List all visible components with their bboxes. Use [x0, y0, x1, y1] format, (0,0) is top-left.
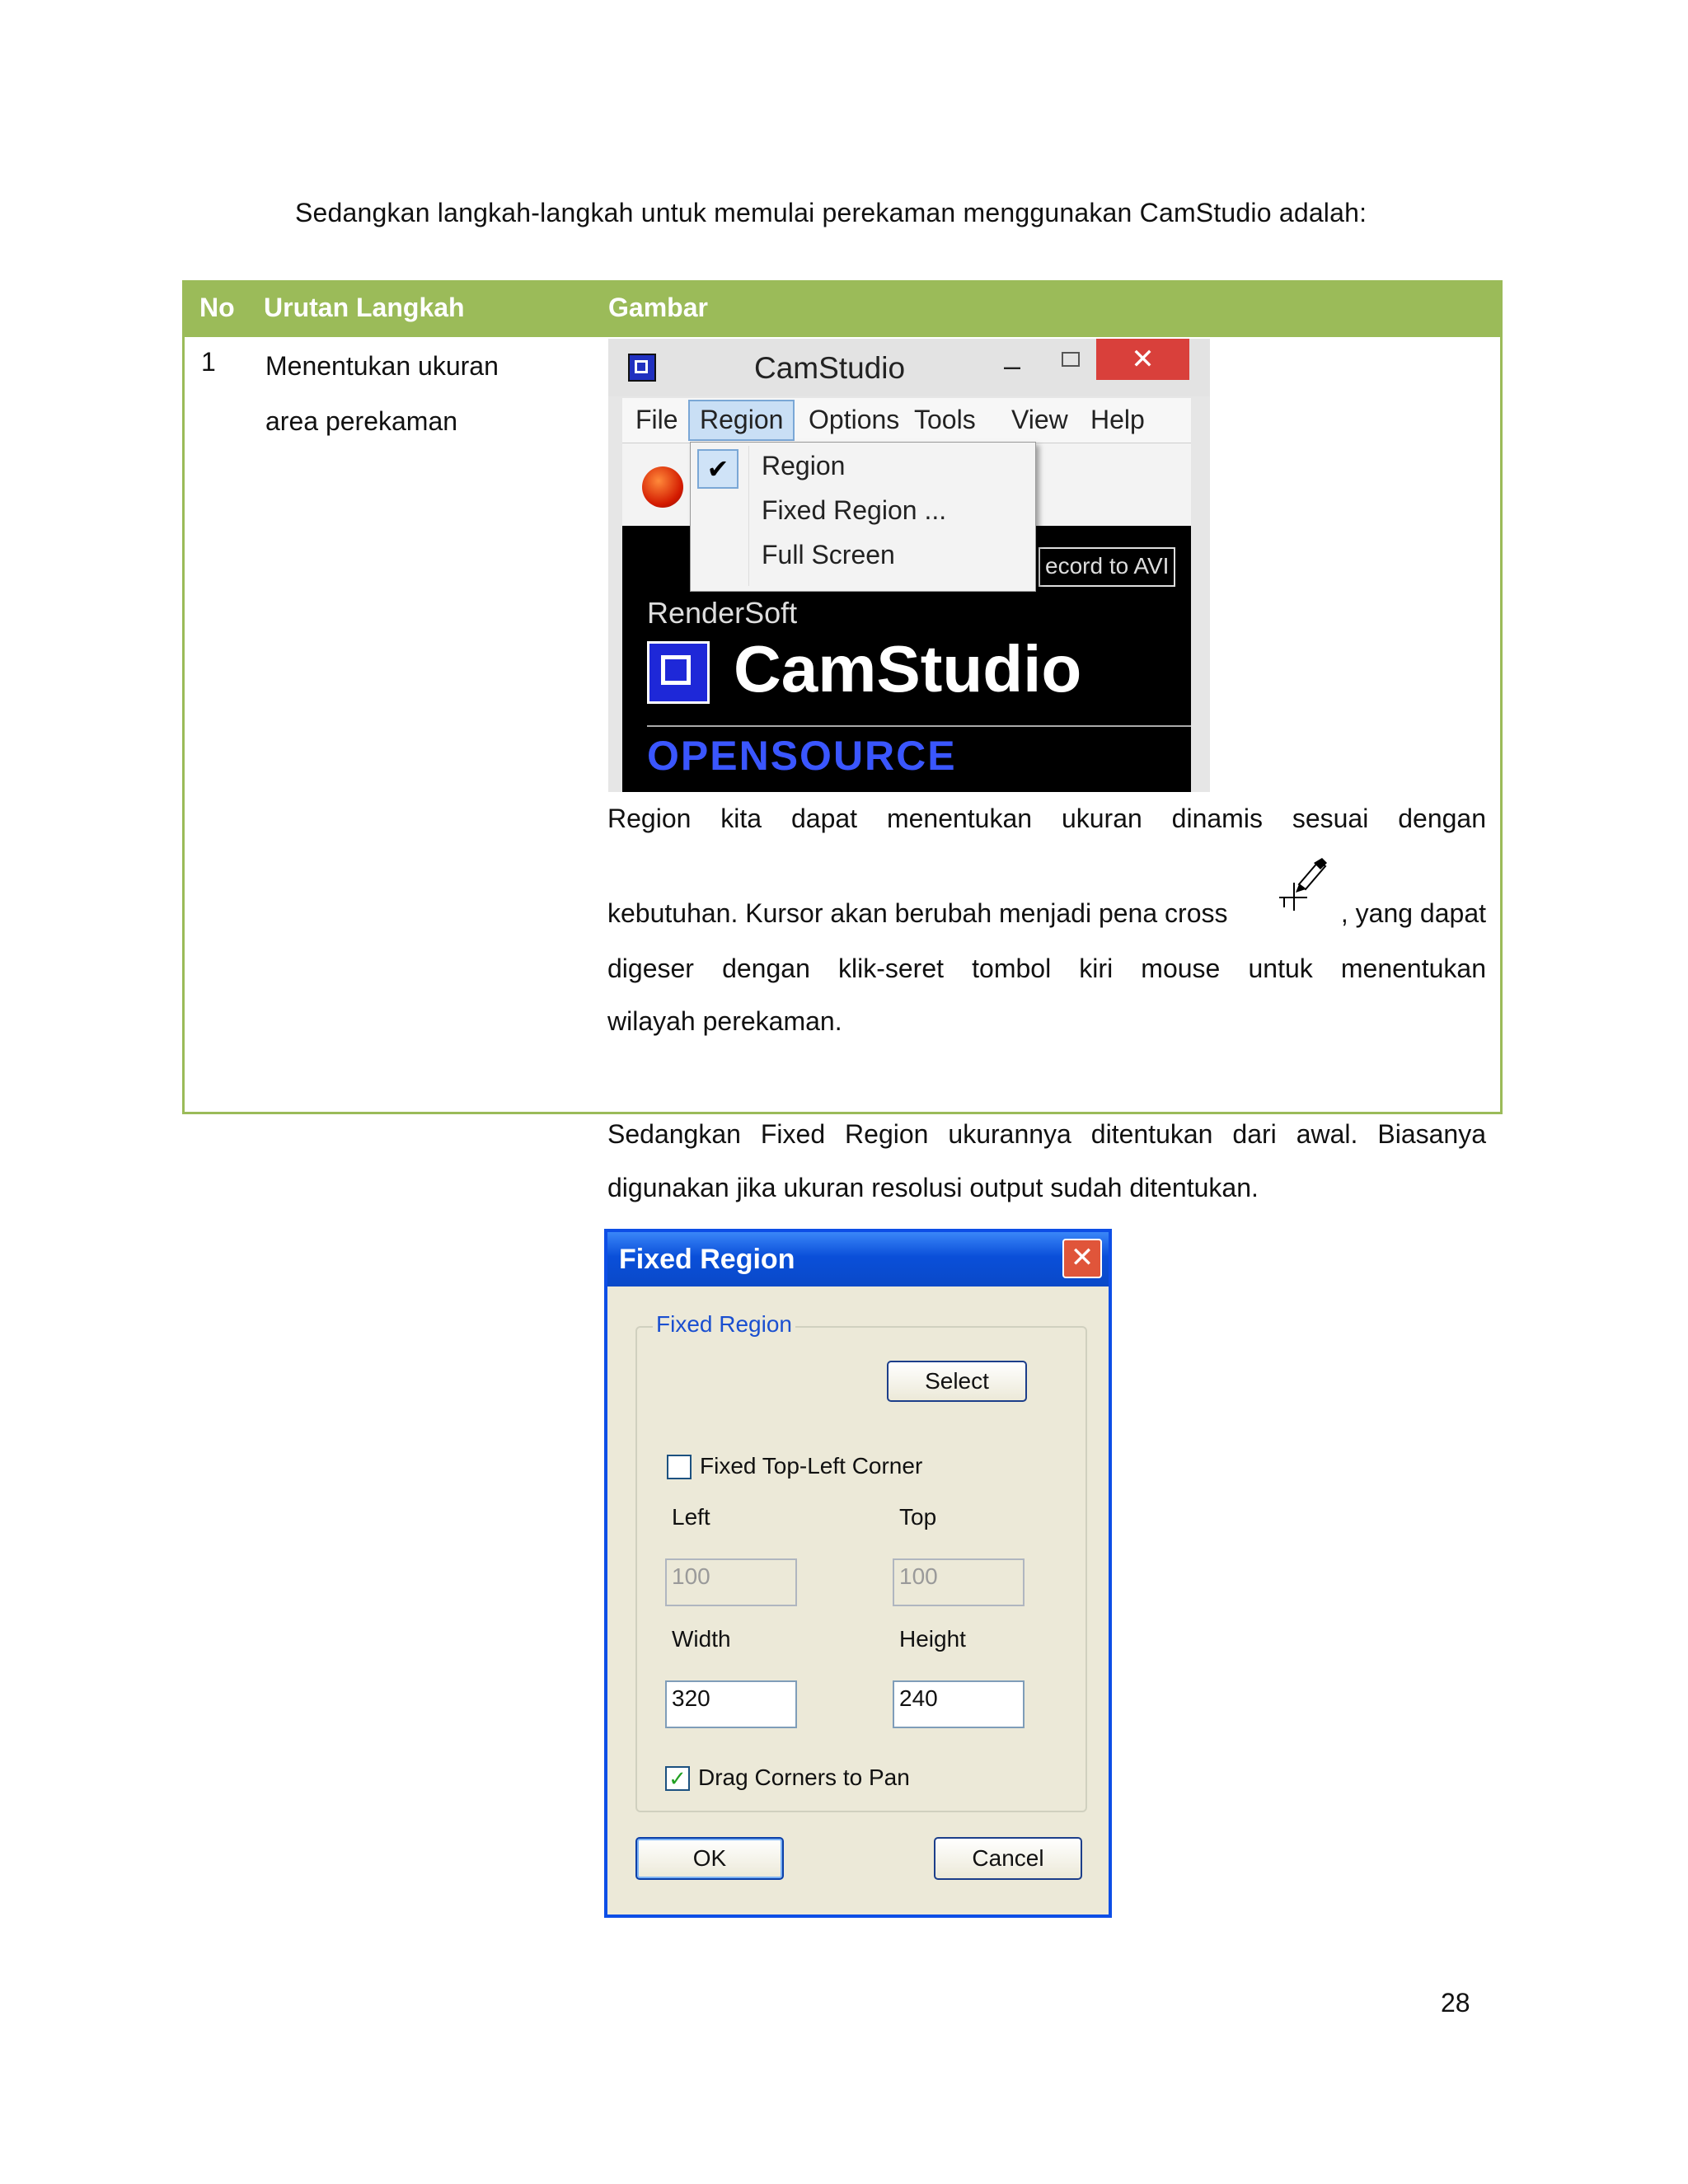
fixed-region-dialog: [604, 1229, 1112, 1918]
camstudio-logo-icon: [647, 641, 710, 704]
header-no: No: [199, 293, 235, 322]
brand-camstudio: CamStudio: [734, 632, 1082, 705]
left-input[interactable]: 100: [665, 1558, 797, 1606]
drag-corners-label: Drag Corners to Pan: [698, 1765, 910, 1790]
row-number: 1: [201, 347, 216, 377]
header-image: Gambar: [608, 293, 708, 322]
drag-corners-checkbox[interactable]: ✓: [665, 1766, 690, 1791]
dropdown-item-fixed-region[interactable]: Fixed Region ...: [762, 495, 947, 525]
select-button[interactable]: Select: [887, 1361, 1027, 1402]
menu-options[interactable]: Options: [809, 405, 900, 434]
height-input[interactable]: 240: [893, 1680, 1025, 1728]
record-format-label: ecord to AVI: [1039, 547, 1175, 587]
header-step: Urutan Langkah: [264, 293, 465, 322]
para1-line2b: , yang dapat: [1340, 898, 1486, 928]
maximize-icon[interactable]: [1062, 352, 1080, 367]
region-dropdown-menu: [690, 442, 1036, 592]
minimize-icon[interactable]: –: [1004, 349, 1021, 382]
camstudio-titlebar: [608, 339, 1210, 396]
menu-tools[interactable]: Tools: [914, 405, 976, 434]
para2-line1: Sedangkan Fixed Region ukurannya ditentukan dari awal. Biasanya: [607, 1119, 1486, 1149]
para2-line2: digunakan jika ukuran resolusi output sudah ditentukan.: [607, 1173, 1259, 1202]
dialog-titlebar: [607, 1232, 1109, 1286]
fixed-corner-label: Fixed Top-Left Corner: [700, 1453, 923, 1479]
intro-text: Sedangkan langkah-langkah untuk memulai perekaman menggunakan CamStudio adalah:: [295, 198, 1367, 227]
dialog-title: Fixed Region: [619, 1244, 795, 1275]
brand-rendersoft: RenderSoft: [647, 596, 798, 630]
para1-line1: Region kita dapat menentukan ukuran dinamis sesuai dengan: [607, 804, 1486, 833]
height-label: Height: [899, 1626, 966, 1652]
fixed-corner-checkbox[interactable]: [667, 1455, 692, 1479]
close-button[interactable]: ✕: [1096, 339, 1189, 380]
para1-line4: wilayah perekaman.: [607, 1006, 842, 1036]
group-label: Fixed Region: [653, 1311, 795, 1338]
top-input[interactable]: 100: [893, 1558, 1025, 1606]
camstudio-menubar: [622, 398, 1191, 443]
camstudio-window: [608, 339, 1210, 792]
record-button[interactable]: [642, 466, 683, 508]
camstudio-app-icon: [628, 354, 656, 382]
ok-button[interactable]: OK: [635, 1837, 784, 1880]
page-number: 28: [1441, 1988, 1470, 2018]
left-label: Left: [672, 1504, 710, 1530]
width-input[interactable]: 320: [665, 1680, 797, 1728]
dropdown-item-full-screen[interactable]: Full Screen: [762, 540, 895, 569]
check-icon: ✔: [697, 449, 738, 489]
dropdown-item-region[interactable]: Region: [762, 451, 846, 480]
dialog-close-button[interactable]: ✕: [1062, 1239, 1102, 1278]
row-step-text: Menentukan ukuran area perekaman: [265, 351, 499, 436]
menu-view[interactable]: View: [1011, 405, 1068, 434]
cancel-button[interactable]: Cancel: [934, 1837, 1082, 1880]
menu-help[interactable]: Help: [1090, 405, 1145, 434]
para1-line3: digeser dengan klik-seret tombol kiri mouse untuk menentukan: [607, 954, 1486, 983]
menu-file[interactable]: File: [635, 405, 678, 434]
brand-opensource: OPENSOURCE: [647, 733, 957, 779]
top-label: Top: [899, 1504, 937, 1530]
width-label: Width: [672, 1626, 731, 1652]
banner-divider: [647, 725, 1191, 727]
pen-cross-cursor-icon: [1278, 853, 1327, 911]
para1-line2a: kebutuhan. Kursor akan berubah menjadi pena cross: [607, 898, 1228, 928]
menu-region[interactable]: Region: [688, 400, 795, 441]
dropdown-separator: [748, 446, 749, 586]
table-header: [185, 283, 1500, 337]
camstudio-title: CamStudio: [754, 351, 906, 385]
